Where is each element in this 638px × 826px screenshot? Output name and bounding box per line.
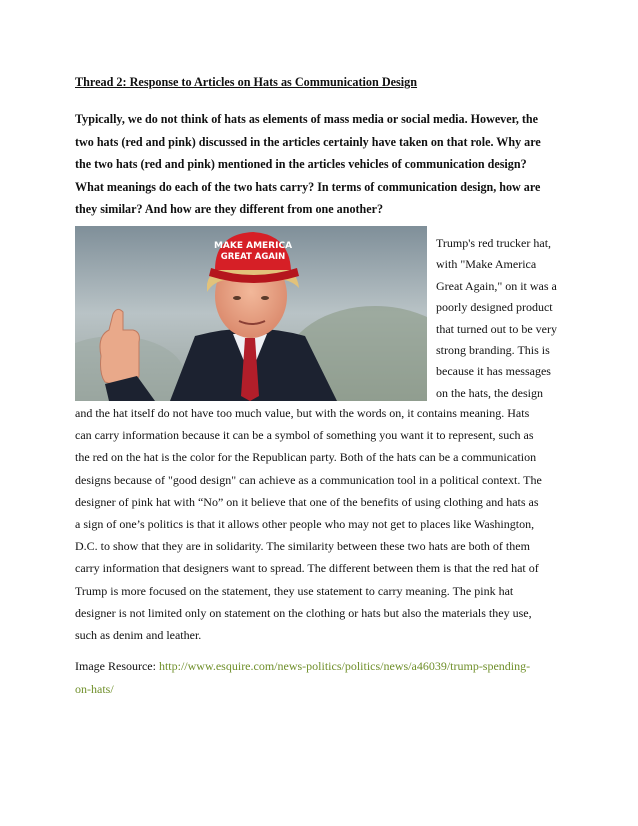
body-line: designs because of "good design" can achieve as a communication tool in a political context. The — [75, 472, 542, 487]
side-paragraph — [436, 233, 576, 404]
side-line: with "Make America — [436, 257, 537, 272]
photo-illustration — [75, 226, 427, 401]
body-line: designer of pink hat with “No” on it believe that one of the benefits of using clothing and hats as — [75, 494, 539, 509]
hat-text-line1: MAKE AMERICA — [213, 241, 293, 251]
resource-line-1 — [75, 655, 575, 678]
body-line: D.C. to show that they are in solidarity. The similarity between these two hats are both of them — [75, 539, 530, 554]
resource-link-continued[interactable]: on-hats/ — [75, 682, 114, 696]
side-line: that turned out to be very — [436, 321, 557, 336]
side-line: strong branding. This is — [436, 343, 550, 358]
hat-text-line2: GREAT AGAIN — [220, 252, 286, 262]
body-line: Trump is more focused on the statement, they use statement to carry meaning. The pink hat — [75, 583, 514, 598]
intro-line: What meanings do each of the two hats carry? In terms of communication design, how are — [75, 179, 541, 194]
intro-line: the two hats (red and pink) mentioned in the articles vehicles of communication design? — [75, 157, 527, 171]
intro-line: two hats (red and pink) discussed in the articles certainly have taken on that role. Why are — [75, 134, 541, 149]
side-line: poorly designed product — [436, 300, 553, 315]
body-line: such as denim and leather. — [75, 628, 202, 643]
body-line: a sign of one’s politics is that it allows other people who may not get to places like Washington, — [75, 517, 535, 532]
body-line: the red on the hat is the color for the Republican party. Both of the hats can be a communication — [75, 450, 537, 465]
body-line: and the hat itself do not have too much value, but with the words on, it contains meaning. Hats — [75, 406, 530, 420]
thread-title: Thread 2: Response to Articles on Hats as Communication Design — [75, 75, 418, 89]
body-line: carry information that designers want to spread. The different between them is that the red hat of — [75, 561, 539, 576]
side-line: because it has messages — [436, 364, 551, 379]
resource-label: Image Resource: — [75, 659, 159, 673]
body-paragraph — [75, 402, 575, 646]
image-resource — [75, 655, 575, 701]
side-line: Great Again," on it was a — [436, 278, 557, 293]
side-line: Trump's red trucker hat, — [436, 236, 552, 250]
trump-hat-photo — [75, 226, 427, 401]
side-line: on the hats, the design — [436, 385, 543, 400]
intro-question — [75, 108, 575, 221]
resource-link[interactable]: http://www.esquire.com/news-politics/politics/news/a46039/trump-spending- — [158, 659, 531, 673]
body-line: designer is not limited only on statement on the clothing or hats but also the materials they use, — [75, 605, 532, 620]
intro-line: Typically, we do not think of hats as elements of mass media or social media. However, the — [75, 112, 539, 126]
intro-line: they similar? And how are they different from one another? — [75, 202, 384, 216]
body-line: can carry information because it can be a symbol of something you want it to represent, such as — [75, 428, 534, 443]
